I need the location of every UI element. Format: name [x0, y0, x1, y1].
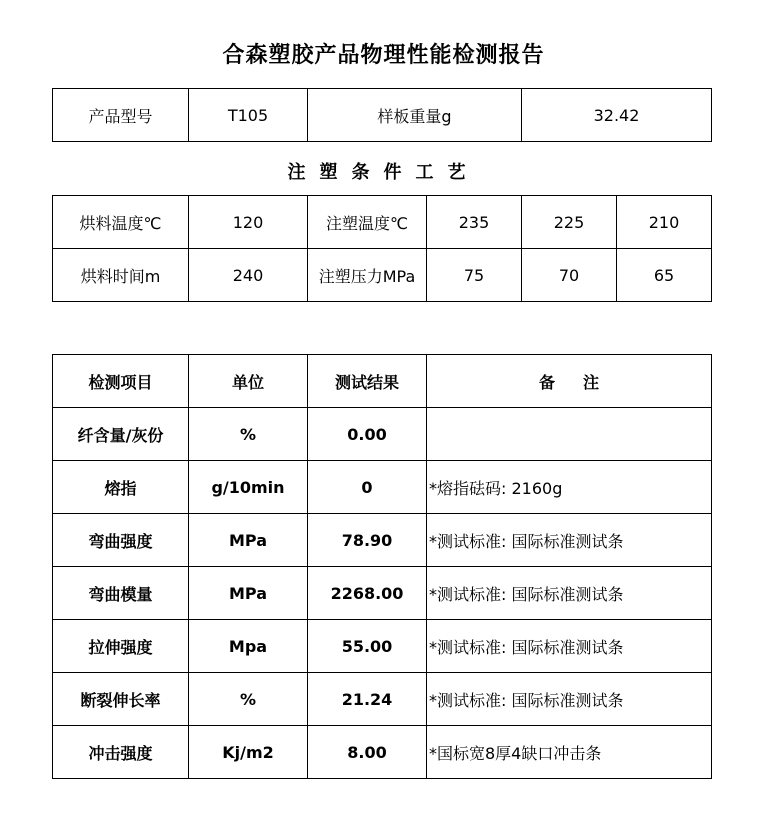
result-note: *测试标准: 国际标准测试条 — [427, 673, 712, 726]
result-item: 弯曲强度 — [53, 514, 189, 567]
results-table — [52, 354, 712, 779]
result-item: 弯曲模量 — [53, 567, 189, 620]
process-v1: 75 — [427, 249, 522, 302]
result-item: 熔指 — [53, 461, 189, 514]
weight-label: 样板重量g — [308, 89, 522, 142]
process-table — [52, 195, 712, 302]
results-row — [53, 461, 712, 514]
result-value: 8.00 — [308, 726, 427, 779]
result-unit: Mpa — [189, 620, 308, 673]
header-unit: 单位 — [189, 355, 308, 408]
result-note: *测试标准: 国际标准测试条 — [427, 620, 712, 673]
result-value: 2268.00 — [308, 567, 427, 620]
results-header-row — [53, 355, 712, 408]
result-value: 21.24 — [308, 673, 427, 726]
result-unit: MPa — [189, 514, 308, 567]
result-unit: MPa — [189, 567, 308, 620]
result-unit: % — [189, 408, 308, 461]
header-result: 测试结果 — [308, 355, 427, 408]
process-label: 烘料温度℃ — [53, 196, 189, 249]
results-row — [53, 620, 712, 673]
process-value: 120 — [189, 196, 308, 249]
result-unit: % — [189, 673, 308, 726]
process-v3: 210 — [617, 196, 712, 249]
results-row — [53, 514, 712, 567]
result-item: 冲击强度 — [53, 726, 189, 779]
result-unit: g/10min — [189, 461, 308, 514]
result-item: 纤含量/灰份 — [53, 408, 189, 461]
process-label2: 注塑温度℃ — [308, 196, 427, 249]
result-note: *熔指砝码: 2160g — [427, 461, 712, 514]
process-label2: 注塑压力MPa — [308, 249, 427, 302]
report-title: 合森塑胶产品物理性能检测报告 — [222, 43, 545, 68]
result-item: 拉伸强度 — [53, 620, 189, 673]
results-row — [53, 408, 712, 461]
result-unit: Kj/m2 — [189, 726, 308, 779]
result-item: 断裂伸长率 — [53, 673, 189, 726]
process-row — [53, 249, 712, 302]
model-value: T105 — [189, 89, 308, 142]
product-info-table — [52, 88, 712, 142]
result-note: *国标宽8厚4缺口冲击条 — [427, 726, 712, 779]
result-note: *测试标准: 国际标准测试条 — [427, 514, 712, 567]
process-label: 烘料时间m — [53, 249, 189, 302]
process-v2: 225 — [522, 196, 617, 249]
result-value: 78.90 — [308, 514, 427, 567]
process-v2: 70 — [522, 249, 617, 302]
result-value: 0.00 — [308, 408, 427, 461]
header-note: 备注 — [427, 355, 712, 408]
results-row — [53, 567, 712, 620]
process-title: 注塑条件工艺 — [287, 162, 480, 183]
process-v1: 235 — [427, 196, 522, 249]
result-value: 55.00 — [308, 620, 427, 673]
process-v3: 65 — [617, 249, 712, 302]
results-row — [53, 726, 712, 779]
result-value: 0 — [308, 461, 427, 514]
header-item: 检测项目 — [53, 355, 189, 408]
result-note — [427, 408, 712, 461]
process-row — [53, 196, 712, 249]
process-value: 240 — [189, 249, 308, 302]
result-note: *测试标准: 国际标准测试条 — [427, 567, 712, 620]
product-info-row — [53, 89, 712, 142]
model-label: 产品型号 — [53, 89, 189, 142]
weight-value: 32.42 — [522, 89, 712, 142]
results-row — [53, 673, 712, 726]
